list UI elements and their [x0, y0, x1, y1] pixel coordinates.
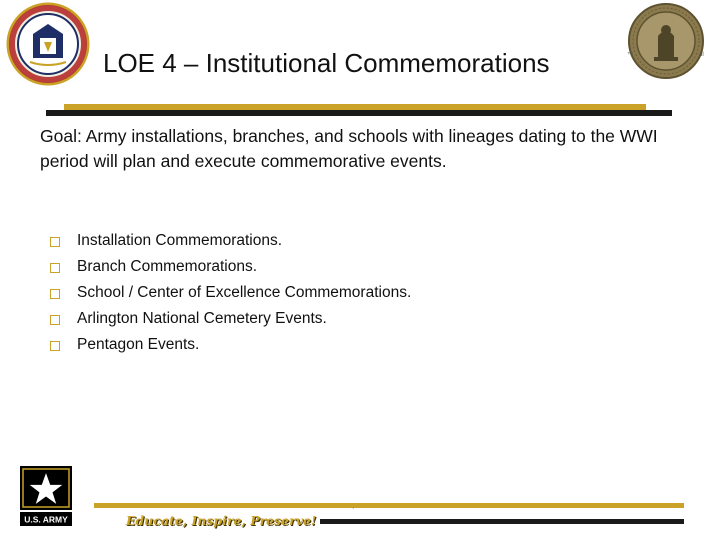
goal-statement: Goal: Army installations, branches, and schools with lineages dating to the WWI period will plan and execute commemorative events.	[40, 126, 658, 171]
administrative-assistant-seal-icon	[6, 2, 90, 86]
list-item	[50, 254, 411, 280]
commemoration-list	[50, 228, 411, 358]
page-mark: ·	[352, 505, 355, 512]
square-bullet-icon	[50, 315, 60, 325]
centennial-commission-seal-icon	[626, 2, 706, 80]
trademark-mark: ™	[627, 52, 633, 58]
square-bullet-icon	[50, 263, 60, 273]
header-divider-black	[46, 110, 672, 116]
list-item	[50, 280, 411, 306]
list-item	[50, 228, 411, 254]
list-item-label: Arlington National Cemetery Events.	[77, 310, 327, 327]
list-item-label: Installation Commemorations.	[77, 232, 283, 249]
trademark-mark: ll	[701, 52, 704, 58]
army-logo-label: U.S. ARMY	[24, 514, 68, 525]
list-item-label: Pentagon Events.	[77, 336, 200, 353]
square-bullet-icon	[50, 341, 60, 351]
footer-divider-gold	[94, 503, 684, 508]
list-item	[50, 306, 411, 332]
us-army-star-logo-icon	[20, 466, 72, 528]
square-bullet-icon	[50, 289, 60, 299]
footer-divider-black	[320, 519, 684, 524]
slide-title: LOE 4 – Institutional Commemorations	[103, 48, 550, 78]
list-item-label: Branch Commemorations.	[77, 258, 258, 275]
square-bullet-icon	[50, 237, 60, 247]
list-item-label: School / Center of Excellence Commemorations.	[77, 284, 412, 301]
list-item	[50, 332, 411, 358]
footer-tagline: Educate, Inspire, Preserve!	[126, 513, 317, 528]
